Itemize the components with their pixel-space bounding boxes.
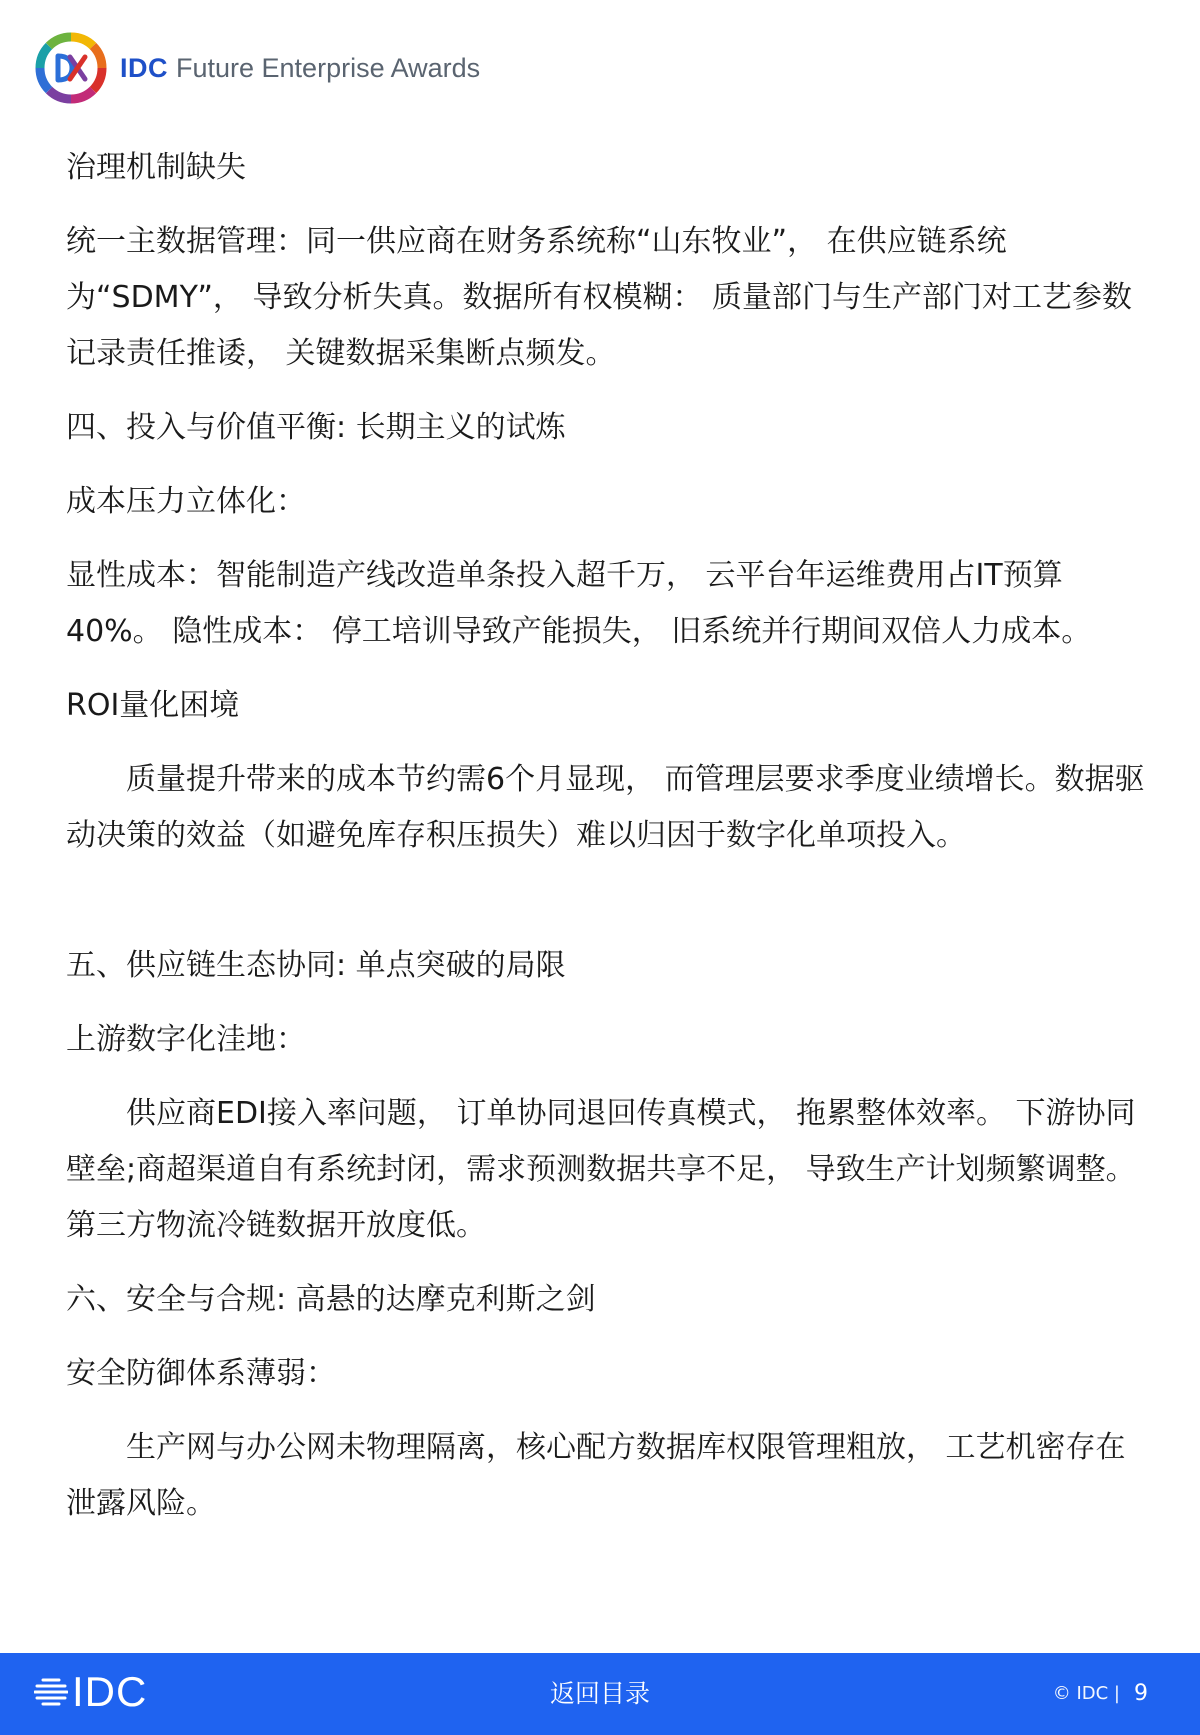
page-number: 9 bbox=[1134, 1681, 1148, 1706]
heading-governance: 治理机制缺失 bbox=[66, 150, 246, 185]
paragraph-security: 生产网与办公网未物理隔离，核心配方数据库权限管理粗放， 工艺机密存在泄露风险。 bbox=[66, 1430, 1126, 1521]
document-body bbox=[66, 140, 1146, 1532]
section-heading-4: 四、投入与价值平衡: 长期主义的试炼 bbox=[66, 410, 566, 445]
brand-title bbox=[120, 52, 481, 83]
subheading-roi: ROI量化困境 bbox=[66, 688, 240, 723]
paragraph-costs: 显性成本：智能制造产线改造单条投入超千万， 云平台年运维费用占IT预算40%。 隐性成本： 停工培训导致产能损失， 旧系统并行期间双倍人力成本。 bbox=[66, 558, 1092, 649]
header bbox=[34, 30, 480, 106]
brand-idc: IDC bbox=[120, 52, 168, 83]
footer-bar bbox=[0, 1653, 1200, 1735]
section-heading-5: 五、供应链生态协同: 单点突破的局限 bbox=[66, 948, 566, 983]
paragraph-master-data: 统一主数据管理：同一供应商在财务系统称“山东牧业”， 在供应链系统为“SDMY”， 导致分析失真。数据所有权模糊： 质量部门与生产部门对工艺参数记录责任推诿， 关键数据采集断点频发。 bbox=[66, 224, 1132, 371]
footer-logo-text: IDC bbox=[72, 1668, 148, 1715]
idc-awards-logo-icon bbox=[34, 31, 108, 105]
footer-page-info bbox=[1053, 1677, 1148, 1711]
subheading-cost-pressure: 成本压力立体化： bbox=[66, 484, 306, 519]
back-to-contents-link[interactable]: 返回目录 bbox=[549, 1679, 650, 1708]
subheading-security: 安全防御体系薄弱： bbox=[66, 1356, 336, 1391]
section-heading-6: 六、安全与合规: 高悬的达摩克利斯之剑 bbox=[66, 1282, 596, 1317]
paragraph-supply-chain: 供应商EDI接入率问题， 订单协同退回传真模式， 拖累整体效率。 下游协同壁垒;商超渠道自有系统封闭，需求预测数据共享不足， 导致生产计划频繁调整。第三方物流冷链数据开放度低。 bbox=[66, 1096, 1136, 1243]
subheading-upstream: 上游数字化洼地： bbox=[66, 1022, 306, 1057]
brand-subtitle: Future Enterprise Awards bbox=[176, 52, 481, 83]
copyright-text: © IDC | bbox=[1052, 1683, 1120, 1704]
paragraph-roi: 质量提升带来的成本节约需6个月显现， 而管理层要求季度业绩增长。数据驱动决策的效益（如避免库存积压损失）难以归因于数字化单项投入。 bbox=[66, 762, 1145, 853]
